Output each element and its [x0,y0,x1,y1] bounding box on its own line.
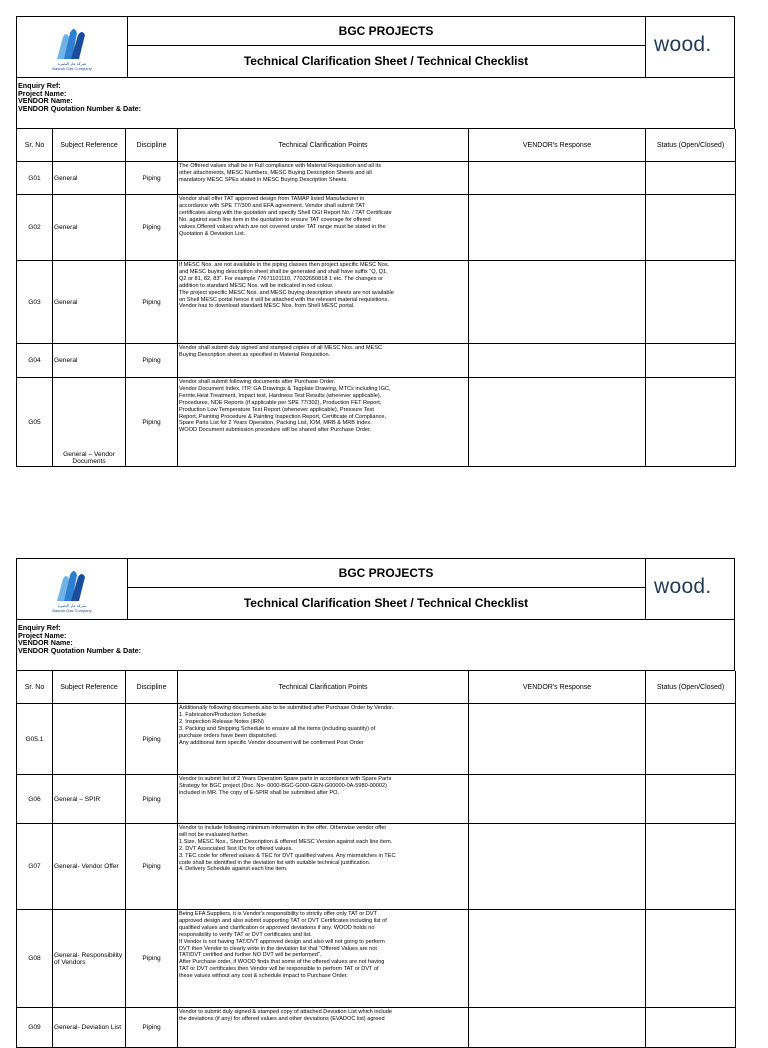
vendor-name: VENDOR Name: [18,96,73,106]
table-row [17,775,736,824]
client-logo-caption [17,603,127,613]
clarification-line: Vendor shall submit following documents after Purchase Order. [179,379,336,385]
clarification-line: qualified values and clarification or approved deviations if any. WOOD holds no [179,924,375,931]
clarification-line: Quotation & Deviation List. [179,230,246,237]
clarification-line: Vendor to submit list of 2 Years Operation Spare parts in accordance with Spare Parts [179,776,392,782]
col-discipline: Discipline [126,671,178,704]
row-vendor-response [469,344,646,378]
clarification-line: Q2 or 81, 82, 83". For example 77671101110, 77032650818 1 etc. The changes or [179,275,384,282]
clarification-line: Report, Painting Procedure & Painting Inspection Report, Certificate of Compliance, [179,413,387,420]
title-cell [127,17,646,77]
col-discipline: Discipline [126,129,178,162]
table-row [17,344,736,378]
row-status [646,775,736,824]
enquiry-meta [16,620,735,671]
sheet-1 [16,16,735,467]
clarification-line: After Purchase order, if WOOD finds that some of the offered values are not having [179,959,385,966]
checklist-body-2 [17,704,736,1048]
row-sr-no: G03 [17,261,53,344]
clarification-line: No. against each line item in the quotation to ensure TAT coverage for offered [179,216,371,223]
col-response: VENDOR's Response [469,671,646,704]
table-row [17,195,736,261]
row-clarification-points [178,162,469,195]
row-sr-no: G01 [17,162,53,195]
clarification-line: 2. DVT Associated Test IDs for offered values. [179,845,293,852]
vendor-name: VENDOR Name: [18,638,73,648]
client-logo [17,17,128,77]
row-discipline: Piping [126,704,178,775]
row-discipline: Piping [126,1008,178,1048]
clarification-line: If MESC Nos. are not available in the piping classes then project specific MESC Nos. [179,262,390,268]
row-subject: General [53,162,126,195]
col-subject: Subject Reference [53,129,126,162]
row-status [646,704,736,775]
clarification-line: 3. Packing and Shipping Schedule to ensure all the items (including quantity) of [179,725,376,732]
row-vendor-response [469,1008,646,1048]
bgc-flame-logo-icon [43,565,99,603]
clarification-line: Buying Description sheet as specified in Material Requisition. [179,351,331,358]
row-status [646,1008,736,1048]
enquiry-meta [16,78,735,129]
row-status [646,344,736,378]
clarification-line: and MESC buying description sheet shall be generated and shall have suffix "Q, Q1, [179,268,388,275]
wood-logo-text: wood. [654,33,712,56]
col-points: Technical Clarification Points [178,129,469,162]
project-title: BGC PROJECTS [127,559,645,588]
table-row [17,910,736,1008]
row-clarification-points [178,195,469,261]
clarification-line: certificates along with the quotation and specify Shell OGI Report No. / TAT Certificate [179,209,392,216]
clarification-line: purchase orders have been dispatched. [179,732,278,739]
col-status: Status (Open/Closed) [646,671,736,704]
clarification-line: Vendor Document Index, ITP, GA Drawings & Tagplate Drawing, MTCs including IGC, [179,385,391,392]
row-discipline: Piping [126,824,178,910]
clarification-line: addition to standard MESC Nos. will be indicated in red colour. [179,282,334,289]
row-status [646,378,736,467]
row-sr-no: G07 [17,824,53,910]
clarification-line: values.Offered values which are not covered under TAT range must be stated in the [179,223,386,230]
row-subject: General [53,195,126,261]
row-vendor-response [469,704,646,775]
clarification-line: DVT then Vendor to clearly write in the deviation list that "Offered Values are not [179,945,377,952]
clarification-line: 4. Delivery Schedule against each line item. [179,866,288,873]
project-name: Project Name: [18,630,67,640]
clarification-line: on Shell MESC portal hence it will be attached with the relevant material requisitions. [179,296,389,303]
row-status [646,824,736,910]
sheet-header [16,558,735,620]
row-sr-no: G06 [17,775,53,824]
col-points: Technical Clarification Points [178,671,469,704]
sheet-2 [16,558,735,1048]
clarification-line: TAT/DVT certified and further NO DVT will be performed". [179,952,322,959]
row-discipline: Piping [126,261,178,344]
clarification-line: other attachments, MESC Numbers, MESC Buying Description Sheets and all [179,169,372,176]
row-subject: General- Deviation List [53,1008,126,1048]
table-row [17,824,736,910]
row-vendor-response [469,824,646,910]
row-status [646,261,736,344]
row-clarification-points [178,344,469,378]
row-subject: General – Vendor Documents [53,378,126,467]
clarification-line: 1.Size, MESC Nos., Short Description & offered MESC Version against each line item. [179,838,393,845]
clarification-line: Production Low Temperature Test Report (whenever applicable), Pressure Test [179,406,374,413]
clarification-line: TAT or DVT certificates then Vendor will be responsible to perform TAT or DVT of [179,966,379,973]
row-clarification-points [178,378,469,467]
row-vendor-response [469,775,646,824]
row-sr-no: G09 [17,1008,53,1048]
client-logo [17,559,128,619]
col-response: VENDOR's Response [469,129,646,162]
table-row [17,1008,736,1048]
wood-logo-text: wood. [654,575,712,598]
table-row [17,378,736,467]
clarification-line: The project specific MESC Nos. and MESC buying description sheets are not available [179,289,394,296]
clarification-line: Ferrite,Heat Treatment, Impact test, Hardness Test Results (wherever applicable), [179,392,382,399]
clarification-line: Spare Parts List for 2 Years Operation, Packing List, IOM, MRB & MRB Index. [179,420,372,427]
vendor-quotation: VENDOR Quotation Number & Date: [18,645,141,655]
col-sr: Sr. No [17,671,53,704]
project-title: BGC PROJECTS [127,17,645,46]
clarification-line: Being EFA Suppliers, it is Vendor's responsibility to strictly offer only TAT or DVT [179,911,377,917]
clarification-line: Procedures, NDE Reports (if applicable per SPE 77/302), Production FET Report, [179,399,382,406]
table-row [17,261,736,344]
clarification-line: Vendor has to download standard MESC Nos. from Shell MESC portal. [179,303,355,310]
row-sr-no: G05 [17,378,53,467]
row-clarification-points [178,1008,469,1048]
col-status: Status (Open/Closed) [646,129,736,162]
row-status [646,195,736,261]
clarification-line: Any additional item specific Vendor document will be confirmed Post Order [179,739,364,746]
clarification-line: Vendor shall submit duly signed and stamped copies of all MESC Nos. and MESC [179,345,383,351]
row-sr-no: G04 [17,344,53,378]
row-sr-no: G05.1 [17,704,53,775]
sheet-header [16,16,735,78]
enquiry-ref: Enquiry Ref: [18,81,61,90]
contractor-logo [646,559,734,619]
clarification-line: The Offered values shall be in Full compliance with Material Requisition and all its [179,163,381,169]
row-vendor-response [469,195,646,261]
row-clarification-points [178,910,469,1008]
client-name-arabic: شركة غاز البصرة [57,603,87,608]
client-name-english: Basrah Gas Company [52,608,92,613]
clarification-line: approved design and also submit supporting TAT or DVT Certificates including list of [179,917,387,924]
sheet-title: Technical Clarification Sheet / Technical Checklist [243,54,529,68]
row-sr-no: G02 [17,195,53,261]
clarification-line: WOOD Document submission procedure will be shared after Purchase Order. [179,427,372,434]
row-discipline: Piping [126,910,178,1008]
row-discipline: Piping [126,195,178,261]
checklist-body-1 [17,162,736,467]
table-row [17,704,736,775]
checklist-table-2 [16,671,736,1048]
row-subject: General [53,261,126,344]
col-subject: Subject Reference [53,671,126,704]
vendor-quotation: VENDOR Quotation Number & Date: [18,103,141,113]
clarification-line: Vendor shall offer TAT approved design from TAMAP listed Manufacturer in [179,196,365,202]
row-discipline: Piping [126,162,178,195]
clarification-line: the deviations (if any) for offered values and other deviations (EVADOC list) agreed [179,1015,385,1022]
row-subject [53,704,126,775]
row-status [646,910,736,1008]
row-sr-no: G08 [17,910,53,1008]
row-clarification-points [178,824,469,910]
row-clarification-points [178,261,469,344]
row-vendor-response [469,910,646,1008]
row-status [646,162,736,195]
row-discipline: Piping [126,344,178,378]
clarification-line: these values without any cost & schedule impact to Purchase Order. [179,973,348,980]
clarification-line: responsibility to verify TAT or DVT certificates and list. [179,931,312,938]
row-subject: General- Responsibility of Vendors [53,910,126,1008]
clarification-line: If Vendor is not having TAT/DVT approved design and also will not going to perform [179,938,385,945]
row-discipline: Piping [126,378,178,467]
enquiry-ref: Enquiry Ref: [18,623,61,632]
clarification-line: 2. Inspection Release Notes (IRN) [179,718,264,725]
row-vendor-response [469,378,646,467]
row-subject: General [53,344,126,378]
checklist-table-1 [16,129,736,467]
clarification-line: Vendor to submit duly signed & stamped copy of attached Deviation List which include [179,1009,392,1015]
row-subject: General – SPIR [53,775,126,824]
bgc-flame-logo-icon [43,23,99,61]
col-sr: Sr. No [17,129,53,162]
row-subject: General- Vendor Offer [53,824,126,910]
clarification-line: Vendor to include following minimum information in the offer. Otherwise vendor offer [179,825,387,831]
project-name: Project Name: [18,88,67,98]
client-name-english: Basrah Gas Company [52,66,92,71]
sheet-title: Technical Clarification Sheet / Technical Checklist [243,596,529,610]
client-logo-caption [17,61,127,71]
clarification-line: 1. Fabrication/Production Schedule [179,711,267,718]
clarification-line: will not be evaluated further. [179,831,249,838]
table-row [17,162,736,195]
row-vendor-response [469,261,646,344]
row-clarification-points [178,775,469,824]
clarification-line: 3. TEC code for offered values & TEC for DVT qualified valves. Any mismatches in TEC [179,852,396,859]
clarification-line: accordance with SPE 77/300 and EFA agreement. Vendor shall submit TAT [179,202,365,209]
clarification-line: Strategy for BGC project (Doc. No- 0000-BGC-G000-GEN-G00000-0A-5980-00002) [179,782,387,789]
contractor-logo [646,17,734,77]
clarification-line: included in MR. The copy of E-SPIR shall be submitted after PO. [179,789,340,796]
clarification-line: Additionally following documents also to be submitted after Purchase Order by Vendor. [179,705,394,711]
client-name-arabic: شركة غاز البصرة [57,61,87,66]
clarification-line: code shall be identified in the deviation list with suitable technical justification. [179,859,371,866]
title-cell [127,559,646,619]
row-vendor-response [469,162,646,195]
clarification-line: mandatory MESC SPEs stated in MESC Buying Description Sheets. [179,176,348,183]
row-clarification-points [178,704,469,775]
row-discipline: Piping [126,775,178,824]
